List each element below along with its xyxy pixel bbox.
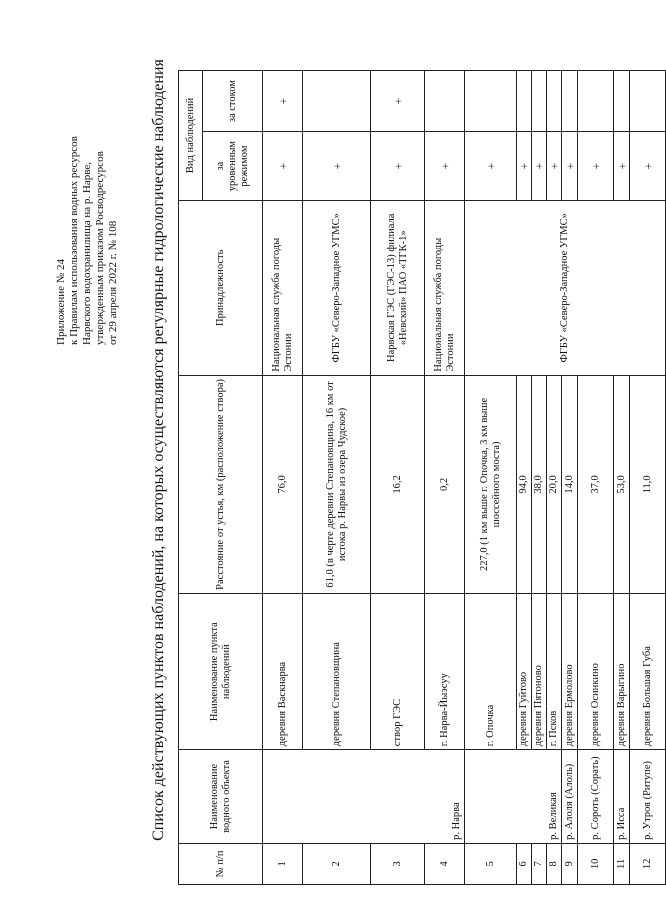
row-level: + [425, 132, 465, 201]
row-distance: 14,0 [562, 375, 578, 593]
annotation-line: Нарвского водохранилища на р. Нарве, [81, 162, 93, 345]
header-distance: Расстояние от устья, км (расположение створа) [179, 375, 263, 593]
row-point: деревня Пятоново [532, 594, 547, 750]
row-point: деревня Степановщина [303, 594, 371, 750]
row-flow [532, 71, 547, 132]
row-owner: Национальная служба погоды Эстонии [425, 200, 465, 375]
row-owner: Нарвская ГЭС (ГЭС-13) филиала «Невский» ПАО «ТГК-1» [371, 200, 425, 375]
row-distance: 0,2 [425, 375, 465, 593]
header-obs-type: Вид наблюдений [179, 71, 203, 201]
row-point: деревня Гуйтово [517, 594, 532, 750]
row-distance: 20,0 [547, 375, 562, 593]
row-flow [425, 71, 465, 132]
row-point: деревня Васкнарва [263, 594, 303, 750]
header-flow: за стоком [203, 71, 263, 132]
row-num: 9 [562, 843, 578, 884]
header-point-name: Наименование пункта наблюдений [179, 594, 263, 750]
annotation-line: к Правилам использования водных ресурсов [68, 136, 80, 345]
row-distance: 61,0 (в черте деревни Степановщина, 16 км от истока р. Нарвы из озера Чудское) [303, 375, 371, 593]
row-distance: 37,0 [578, 375, 614, 593]
row-point: деревня Осинкино [578, 594, 614, 750]
row-num: 4 [425, 843, 465, 884]
row-num: 10 [578, 843, 614, 884]
row-owner: ФГБУ «Северо-Западное УГМС» [303, 200, 371, 375]
row-num: 5 [465, 843, 517, 884]
observation-points-table [178, 70, 666, 885]
row-level: + [465, 132, 517, 201]
header-num: № п/п [179, 843, 263, 884]
row-num: 3 [371, 843, 425, 884]
header-water-object: Наименование водного объекта [179, 750, 263, 844]
row-distance: 227,0 (1 км выше г. Опочка, 3 км выше шоссейного моста) [465, 375, 517, 593]
row-point: г. Опочка [465, 594, 517, 750]
table-row [614, 71, 630, 885]
row-num: 8 [547, 843, 562, 884]
row-owner-merged: ФГБУ «Северо-Западное УГМС» [465, 200, 666, 375]
water-object-cell: р. Нарва [263, 750, 465, 844]
row-point: г. Нарва-Йыэсуу [425, 594, 465, 750]
annotation-line: от 29 апреля 2022 г. № 108 [107, 220, 119, 345]
row-water-object: р. Утроя (Ритупе) [630, 750, 666, 844]
row-num: 2 [303, 843, 371, 884]
row-flow: + [263, 71, 303, 132]
header-owner: Принадлежность [179, 200, 263, 375]
row-flow [562, 71, 578, 132]
row-point: деревня Ермолово [562, 594, 578, 750]
table-row [562, 71, 578, 885]
row-level: + [562, 132, 578, 201]
water-object-cell: р. Великая [465, 750, 562, 844]
row-flow [547, 71, 562, 132]
annotation-line: Приложение № 24 [55, 258, 67, 345]
appendix-annotation [55, 25, 120, 345]
row-water-object: р. Сороть (Сорать) [578, 750, 614, 844]
row-point: створ ГЭС [371, 594, 425, 750]
row-flow: + [371, 71, 425, 132]
row-point: деревня Варыгино [614, 594, 630, 750]
row-flow [303, 71, 371, 132]
row-distance: 16,2 [371, 375, 425, 593]
row-level: + [532, 132, 547, 201]
row-flow [630, 71, 666, 132]
row-distance: 53,0 [614, 375, 630, 593]
row-num: 12 [630, 843, 666, 884]
row-flow [614, 71, 630, 132]
row-water-object: р. Алоля (Алоль) [562, 750, 578, 844]
row-level: + [630, 132, 666, 201]
row-level: + [547, 132, 562, 201]
row-distance: 76,0 [263, 375, 303, 593]
table-row [465, 71, 517, 885]
row-water-object: р. Исса [614, 750, 630, 844]
row-level: + [303, 132, 371, 201]
row-level: + [517, 132, 532, 201]
row-level: + [614, 132, 630, 201]
row-owner: Национальная служба погоды Эстонии [263, 200, 303, 375]
table-row [630, 71, 666, 885]
row-flow [465, 71, 517, 132]
row-num: 6 [517, 843, 532, 884]
table-row [578, 71, 614, 885]
table-row [263, 71, 303, 885]
row-num: 1 [263, 843, 303, 884]
header-level: за уровенным режимом [203, 132, 263, 201]
row-level: + [371, 132, 425, 201]
row-flow [578, 71, 614, 132]
row-distance: 94,0 [517, 375, 532, 593]
row-point: деревня Большая Губа [630, 594, 666, 750]
row-level: + [578, 132, 614, 201]
row-distance: 11,0 [630, 375, 666, 593]
document-title: Список действующих пунктов наблодений, на которых осуществляются регулярные гидрологические наблюдения [150, 59, 167, 841]
row-point: г. Псков [547, 594, 562, 750]
row-num: 7 [532, 843, 547, 884]
row-num: 11 [614, 843, 630, 884]
row-flow [517, 71, 532, 132]
annotation-line: утвержденным приказом Росводресурсов [94, 151, 106, 345]
row-level: + [263, 132, 303, 201]
row-distance: 38,0 [532, 375, 547, 593]
